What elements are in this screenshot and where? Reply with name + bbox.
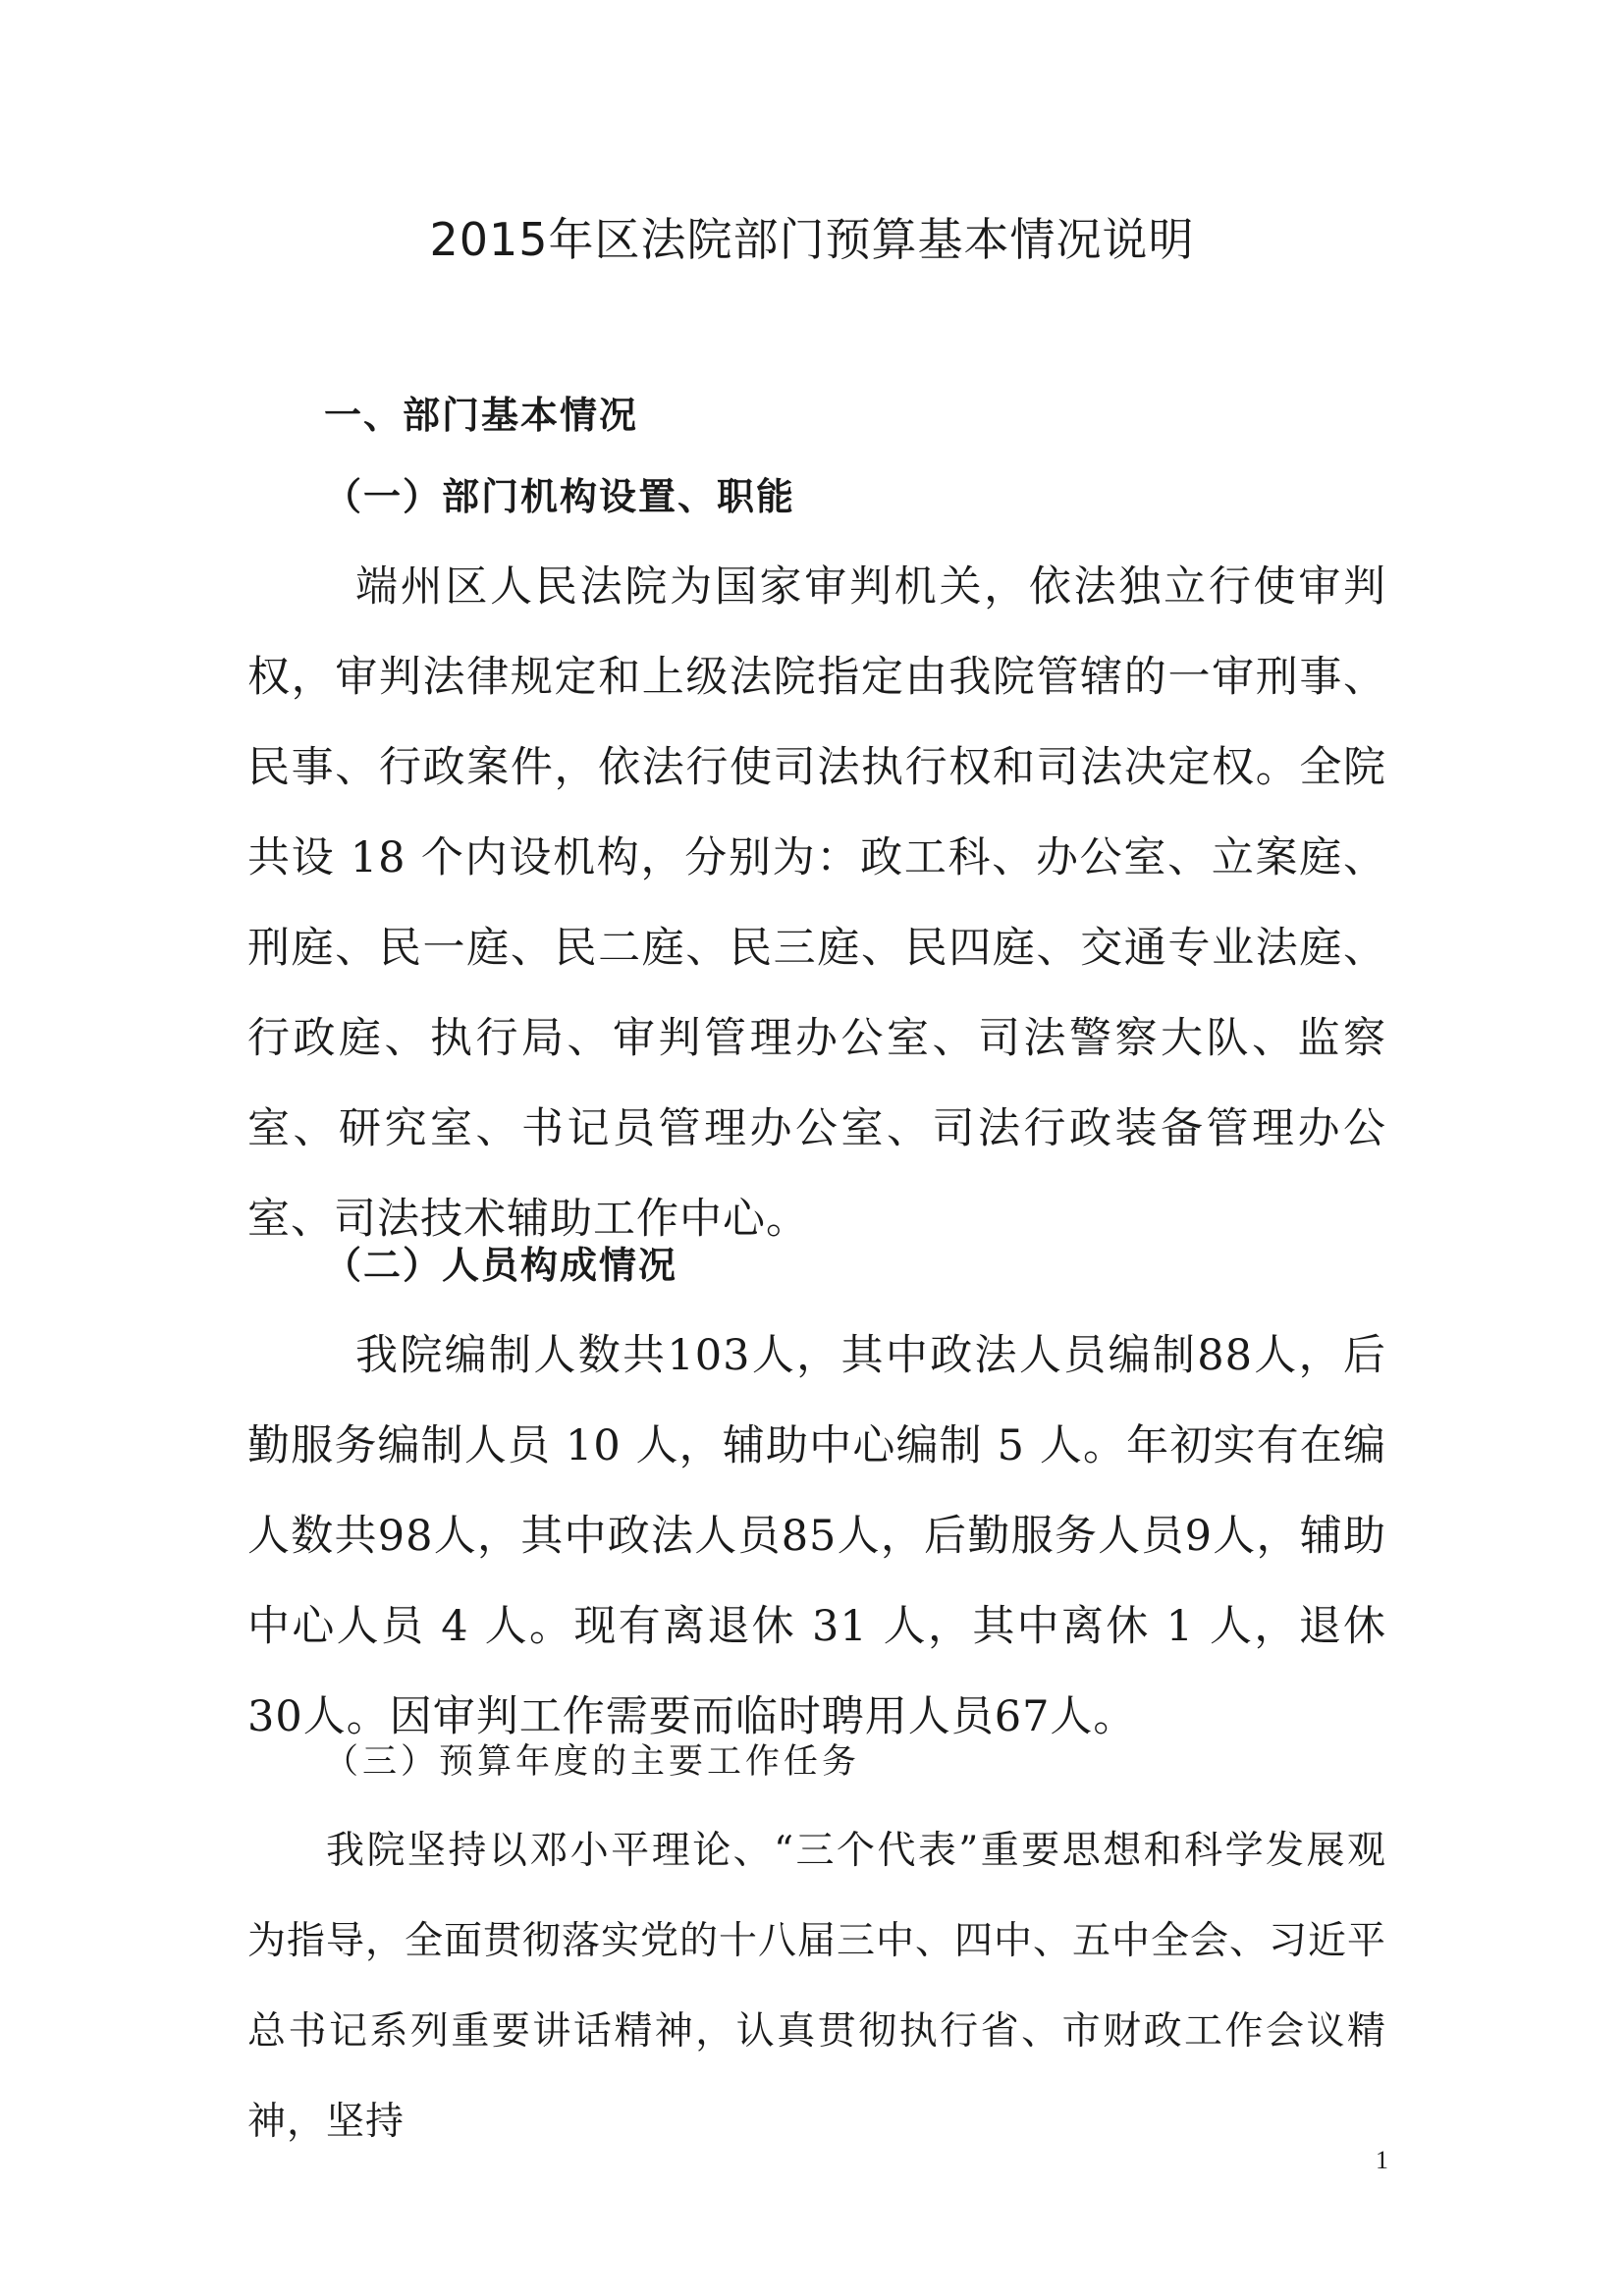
subsection-heading-staff: （二）人员构成情况 bbox=[324, 1243, 678, 1287]
paragraph-tasks: 我院坚持以邓小平理论、“三个代表”重要思想和科学发展观为指导，全面贯彻落实党的十八届三中、四中、五中全会、习近平总书记系列重要讲话精神，认真贯彻执行省、市财政工作会议精神，坚持 bbox=[247, 1829, 1387, 2144]
subsection-heading-tasks: （三）预算年度的主要工作任务 bbox=[324, 1742, 861, 1782]
document-title: 2015年区法院部门预算基本情况说明 bbox=[429, 213, 1195, 266]
subsection-heading-organization: （一）部门机构设置、职能 bbox=[324, 474, 796, 518]
section-heading-basic-info: 一、部门基本情况 bbox=[324, 393, 639, 437]
paragraph-organization: 端州区人民法院为国家审判机关，依法独立行使审判权，审判法律规定和上级法院指定由我院管辖的一审刑事、民事、行政案件，依法行使司法执行权和司法决定权。全院共设 18 个内设机构，分别为：政工科、办公室、立案庭、刑庭、民一庭、民二庭、民三庭、民四庭、交通专业法庭、行政庭、执行局、审判管理办公室、司法警察大队、监察室、研究室、书记员管理办公室、司法行政装备管理办公室、司法技术辅助工作中心。 bbox=[247, 562, 1386, 1244]
paragraph-staff: 我院编制人数共103人，其中政法人员编制88人，后勤服务编制人员 10 人，辅助中心编制 5 人。年初实有在编人数共98人，其中政法人员85人，后勤服务人员9人，辅助中心人员 4 人。现有离退休 31 人，其中离休 1 人，退休30人。因审判工作需要而临时聘用人员67人。 bbox=[247, 1331, 1386, 1741]
page-number: 1 bbox=[1376, 2146, 1388, 2174]
